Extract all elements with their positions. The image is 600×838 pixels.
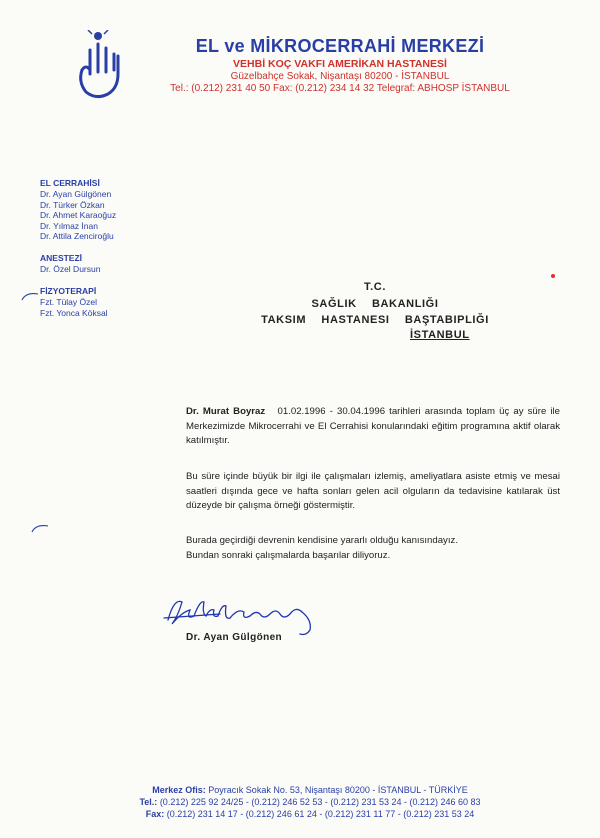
staff-member: Dr. Ahmet Karaoğuz	[40, 210, 117, 220]
body-paragraph-3	[186, 534, 560, 563]
footer-office	[100, 785, 520, 795]
paragraph-line: Bundan sonraki çalışmalarda başarılar diliyoruz.	[186, 549, 391, 561]
pen-mark	[30, 522, 50, 534]
footer-tel	[100, 797, 520, 807]
staff-member: Dr. Ayan Gülgönen	[40, 189, 112, 199]
footer-label: Merkez Ofis:	[152, 785, 206, 795]
staff-member: Fzt. Tülay Özel	[40, 297, 97, 307]
paragraph-line: Burada geçirdiği devrenin kendisine yararlı olduğu kanısındayız.	[186, 535, 458, 546]
dept-heading: EL CERRAHİSİ	[40, 178, 100, 188]
addressee-line: SAĞLIK BAKANLIĞI	[311, 298, 439, 310]
footer-label: Tel.:	[139, 797, 158, 807]
staff-member: Dr. Yılmaz İnan	[40, 220, 98, 231]
addressee-city: İSTANBUL	[410, 329, 470, 341]
org-address: Güzelbahçe Sokak, Nişantaşı 80200 - İSTANBUL	[230, 71, 450, 82]
addressee-line: TAKSIM HASTANESI BAŞTABIPLIĞI	[261, 314, 489, 326]
addressee-line: T.C.	[364, 281, 386, 293]
staff-member: Dr. Attila Zenciroğlu	[40, 231, 114, 241]
staff-member: Dr. Türker Özkan	[40, 199, 105, 210]
footer-label: Fax:	[145, 809, 165, 819]
handwritten-signature	[160, 590, 340, 638]
staff-section-anestezi	[40, 253, 100, 275]
dept-heading: ANESTEZİ	[40, 253, 83, 263]
footer-value: (0.212) 225 92 24/25 - (0.212) 246 52 53 - (0.212) 231 53 24 - (0.212) 246 60 83	[159, 797, 481, 807]
staff-section-fizyoterapi	[40, 286, 108, 318]
pen-mark	[20, 290, 40, 302]
footer-fax	[100, 809, 520, 819]
org-phone-line: Tel.: (0.212) 231 40 50 Fax: (0.212) 234 14 32 Telegraf: ABHOSP İSTANBUL	[170, 83, 510, 94]
trainee-name: Dr. Murat Boyraz	[186, 406, 266, 417]
org-subtitle: VEHBİ KOÇ VAKFI AMERİKAN HASTANESİ	[233, 58, 447, 70]
staff-member: Fzt. Yonca Köksal	[40, 307, 108, 318]
body-paragraph-2: Bu süre içinde büyük bir ilgi ile çalışmaları izlemiş, ameliyatlara asiste etmiş ve mesai saatleri dışında gece ve hafta sonları gelen acil olguların da tedavisine katılarak üst düzeyde bir çalışma örneği göstermiştir.	[186, 471, 560, 511]
footer-value: Poyracık Sokak No. 53, Nişantaşı 80200 - İSTANBUL - TÜRKİYE	[208, 785, 468, 795]
footer-value: (0.212) 231 14 17 - (0.212) 246 61 24 - (0.212) 231 11 77 - (0.212) 231 53 24	[166, 809, 475, 819]
org-title: EL ve MİKROCERRAHİ MERKEZİ	[195, 36, 485, 56]
body-paragraph-1	[186, 405, 560, 449]
hand-logo-icon	[72, 30, 124, 102]
paragraph-text: 01.02.1996 - 30.04.1996 tarihleri arasında toplam üç ay süre ile Merkezimizde Mikrocerrahi ve El Cerrahisi konularındaki eğitim programına aktif olarak katılmıştır.	[186, 406, 561, 446]
signer-name: Dr. Ayan Gülgönen	[186, 632, 283, 643]
red-ink-dot	[551, 274, 555, 278]
staff-member: Dr. Özel Dursun	[40, 264, 101, 274]
dept-heading: FİZYOTERAPİ	[40, 286, 97, 296]
staff-section-el-cerrahisi	[40, 178, 116, 242]
